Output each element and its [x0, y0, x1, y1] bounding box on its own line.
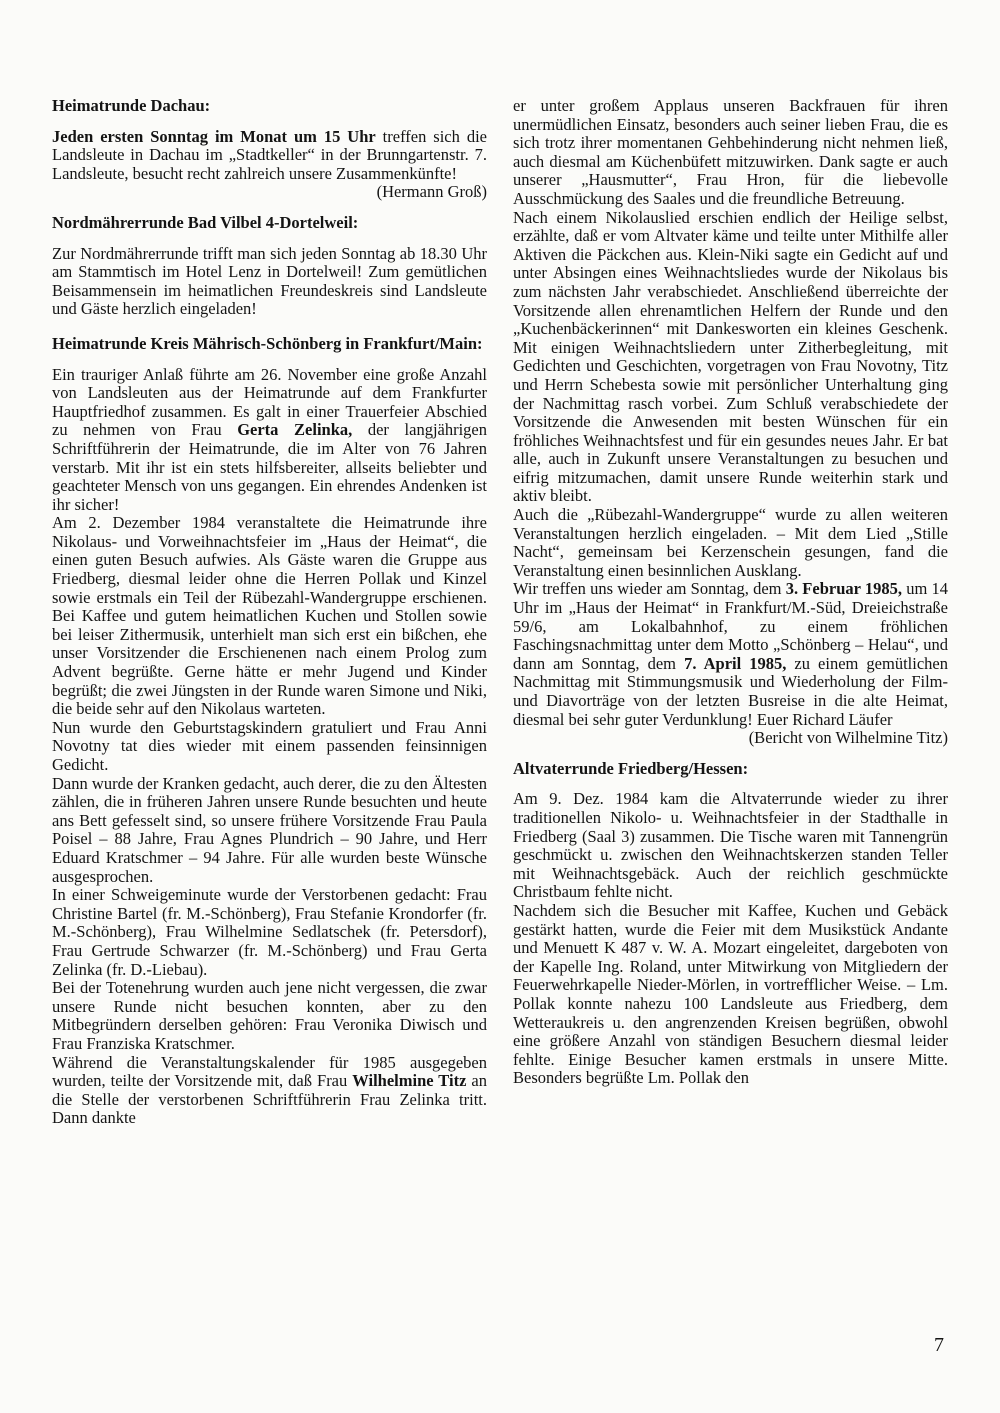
- text-termine-a: Wir treffen uns wieder am Sonntag, dem: [513, 579, 786, 599]
- section-heading-dachau: Heimatrunde Dachau:: [52, 96, 211, 115]
- paragraph-termine: [513, 580, 948, 729]
- section-heading-altvaterrunde: Altvaterrunde Friedberg/Hessen:: [513, 758, 749, 778]
- text-trauerfeier-b: der langjährigen Schriftführerin der Heimatrunde, die im Alter von 76 Jahren verstarb. Mit ihr ist ein stets hilfsbereiter, allseits beliebter und geachteter Mensch von uns gegangen. Ein ehrendes Andenken ist ihr sicher!: [52, 420, 487, 514]
- paragraph-altvater-feier: Am 9. Dez. 1984 kam die Altvaterrunde wieder zu ihrer traditionellen Nikolo- u. Weihnachtsfeier in der Stadthalle in Friedberg (Saal 3) zusammen. Die Tische waren mit Tannengrün geschmückt u. zwischen den Weihnachtskerzen standen Teller mit Weihnachtsgebäck. Auch der reichlich geschmückte Christbaum fehlte nicht.: [513, 789, 948, 902]
- paragraph-nikolaus: Nach einem Nikolauslied erschien endlich der Heilige selbst, erzählte, daß er vom Altvater käme und teilte unter Mithilfe aller Aktiven die Päckchen aus. Klein-Niki sagte ein Gedicht auf und unter Absingen eines Weihnachtsliedes wurde der Nikolaus bis zum nächsten Jahr verabschiedet. Anschließend überreichte der Vorsitzende allen ehrenamtlichen Helfern der Runde und den „Kuchenbäckerinnen“ mit Dankesworten ein kleines Geschenk. Mit einigen Weihnachtsliedern unter Zitherbegleitung, mit Gedichten und Geschichten, vorgetragen von Frau Novotny, Titz und Herrn Schebesta sowie mit persönlicher Unterhaltung ging der Nachmittag rasch vorbei. Zum Schluß verabschiedete der Vorsitzende die Anwesenden mit besten Wünschen für ein fröhliches Weihnachtsfest und für ein gesundes neues Jahr. Er bat alle, auch in Zukunft unsere Veranstaltungen zu besuchen und eifrig mitzumachen, damit unsere Runde weiterhin stark und aktiv bleibt.: [513, 207, 948, 506]
- paragraph-dachau: [52, 128, 487, 184]
- author-hermann-gross: (Hermann Groß): [376, 182, 487, 202]
- paragraph-altvater-mozart: Nachdem sich die Besucher mit Kaffee, Kuchen und Gebäck gestärkt hatten, wurde die Feier mit dem Musikstück Andante und Menuett K 487 v. W. A. Mozart eingeleitet, dargeboten von der Kapelle Ing. Roland, unter Mitwirkung von Mitgliedern der Feuerwehrkapelle Nieder-Mörlen, in vortrefflicher Weise. – Lm. Pollak konnte nahezu 100 Landsleute aus Friedberg, dem Wetteraukreis u. den angrenzenden Kreisen begrüßen, obwohl eine größere Anzahl von ständigen Besuchern diesmal leider fehlte. Einige Besucher kamen erstmals in unsere Mitte. Besonders begrüßte Lm. Pollak den: [513, 900, 948, 1088]
- left-column: [52, 97, 487, 1128]
- right-column: [513, 97, 948, 1088]
- author-wilhelmine-titz: (Bericht von Wilhelmine Titz): [748, 728, 948, 748]
- paragraph-dank: er unter großem Applaus unseren Backfrauen für ihren unermüdlichen Einsatz, besonders auch seiner lieben Frau, die es sich trotz ihrer momentanen Gehbehinderung nicht nehmen ließ, auch diesmal am Küchenbüfett mitzuwirken. Dank sagte er auch unserer „Hausmutter“, Frau Hron, für die liebevolle Ausschmückung des Saales und die freundliche Betreuung.: [513, 96, 948, 208]
- paragraph-totenehrung: Bei der Totenehrung wurden auch jene nicht vergessen, die zwar unsere Runde nicht besuchen konnten, aber zu den Mitbegründern derselben gehören: Frau Veronika Diwisch und Frau Franziska Kratschmer.: [52, 978, 487, 1053]
- page-number: 7: [934, 1334, 944, 1356]
- text-termine-b: um 14 Uhr im „Haus der Heimat“ in Frankfurt/M.-Süd, Dreieichstraße 59/6, am Lokalbahnhof, zu einem fröhlichen Faschingsnachmittag unter dem Motto „Schönberg – Helau“, und dann am Sonntag, dem: [513, 579, 949, 673]
- text-dachau: treffen sich die Landsleute in Dachau im „Stadtkeller“ in der Brunngartenstr. 7. Landsleute, besucht recht zahlreich unsere Zusammenkünfte!: [52, 126, 488, 183]
- bold-gerta-zelinka: Gerta Zelinka,: [237, 420, 353, 440]
- section-heading-nordmaehrerrunde: Nordmährerrunde Bad Vilbel 4-Dortelweil:: [52, 212, 359, 232]
- paragraph-veranstaltungskalender: [52, 1054, 487, 1128]
- bold-dachau-lead: Jeden ersten Sonntag im Monat um 15 Uhr: [52, 126, 376, 146]
- bold-wilhelmine-titz: Wilhelmine Titz: [352, 1071, 467, 1091]
- paragraph-schweigeminute: In einer Schweigeminute wurde der Verstorbenen gedacht: Frau Christine Bartel (fr. M.-Schönberg), Frau Stefanie Krondorfer (fr. M.-Schönberg), Frau Wilhelmine Sedlatschek (fr. Petersdorf), Frau Gertrude Schwarzer (fr. M.-Schönberg) und Frau Gerta Zelinka (fr. D.-Liebau).: [52, 885, 487, 979]
- text-kalender-b: an die Stelle der verstorbenen Schriftführerin Frau Zelinka tritt. Dann dankte: [52, 1071, 487, 1128]
- paragraph-trauerfeier: [52, 366, 487, 515]
- bold-date-april: 7. April 1985,: [684, 653, 787, 673]
- paragraph-nikolausfeier: Am 2. Dezember 1984 veranstaltete die Heimatrunde ihre Nikolaus- und Vorweihnachtsfeier im „Haus der Heimat“, die einen guten Besuch aufwies. Als Gäste waren die Gruppe aus Friedberg, diesmal leider ohne die Herren Pollak und Kinzel sowie erstmals ein Teil der Rübezahl-Wandergruppe erschienen. Bei Kaffee und gutem heimatlichen Kuchen und Stollen sowie bei leiser Zithermusik, unterhielt man sich erst ein bißchen, ehe unser Vorsitzender die Erschienenen nach einem Prolog zum Advent begrüßte. Gerne hätte er mehr Jugend und Kinder begrüßt; die zwei Jüngsten in der Runde waren Simone und Niki, die beide sehr auf den Nikolaus warteten.: [52, 513, 487, 719]
- paragraph-geburtstage: Nun wurde den Geburtstagskindern gratuliert und Frau Anni Novotny tat dies wieder mit einem passenden feinsinnigen Gedicht.: [52, 717, 487, 774]
- section-heading-maehrisch-schoenberg: Heimatrunde Kreis Mährisch-Schönberg in Frankfurt/Main:: [52, 333, 483, 353]
- paragraph-nordmaehrerrunde: Zur Nordmährerrunde trifft man sich jeden Sonntag ab 18.30 Uhr am Stammtisch im Hotel Lenz in Dortelweil! Zum gemütlichen Beisammensein im heimatlichen Freundeskreis sind Landsleute und Gäste herzlich eingeladen!: [52, 243, 487, 319]
- bold-date-februar: 3. Februar 1985,: [785, 579, 902, 599]
- text-termine-c: zu einem gemütlichen Nachmittag mit Stimmungsmusik und Wiederholung der Film- und Diavorträge von der letzten Busreise in die alte Heimat, diesmal bei sehr guter Verdunklung! Euer Richard Läufer: [513, 653, 948, 729]
- text-kalender-a: Während die Veranstaltungskalender für 1985 ausgegeben wurden, teilte der Vorsitzende mit, daß Frau: [52, 1052, 487, 1091]
- paragraph-kranke: Dann wurde der Kranken gedacht, auch derer, die zu den Ältesten zählen, die in früheren Jahren unsere Runde besuchten und heute ans Bett gefesselt sind, so unsere frühere Vorsitzende Frau Paula Poisel – 88 Jahre, Frau Agnes Plundrich – 90 Jahre, und Herr Eduard Kratschmer – 94 Jahre. Für alle wurden beste Wünsche ausgesprochen.: [52, 773, 487, 886]
- paragraph-ruebezahl: Auch die „Rübezahl-Wandergruppe“ wurde zu allen weiteren Veranstaltungen herzlich eingeladen. – Mit dem Lied „Stille Nacht“, gemeinsam bei Kerzenschein gesungen, fand die Veranstaltung einen besinnlichen Ausklang.: [513, 505, 948, 580]
- text-trauerfeier-a: Ein trauriger Anlaß führte am 26. November eine große Anzahl von Landsleuten aus der Heimatrunde auf dem Frankfurter Hauptfriedhof zusammen. Es galt in einer Trauerfeier Abschied zu nehmen von Frau: [52, 364, 487, 440]
